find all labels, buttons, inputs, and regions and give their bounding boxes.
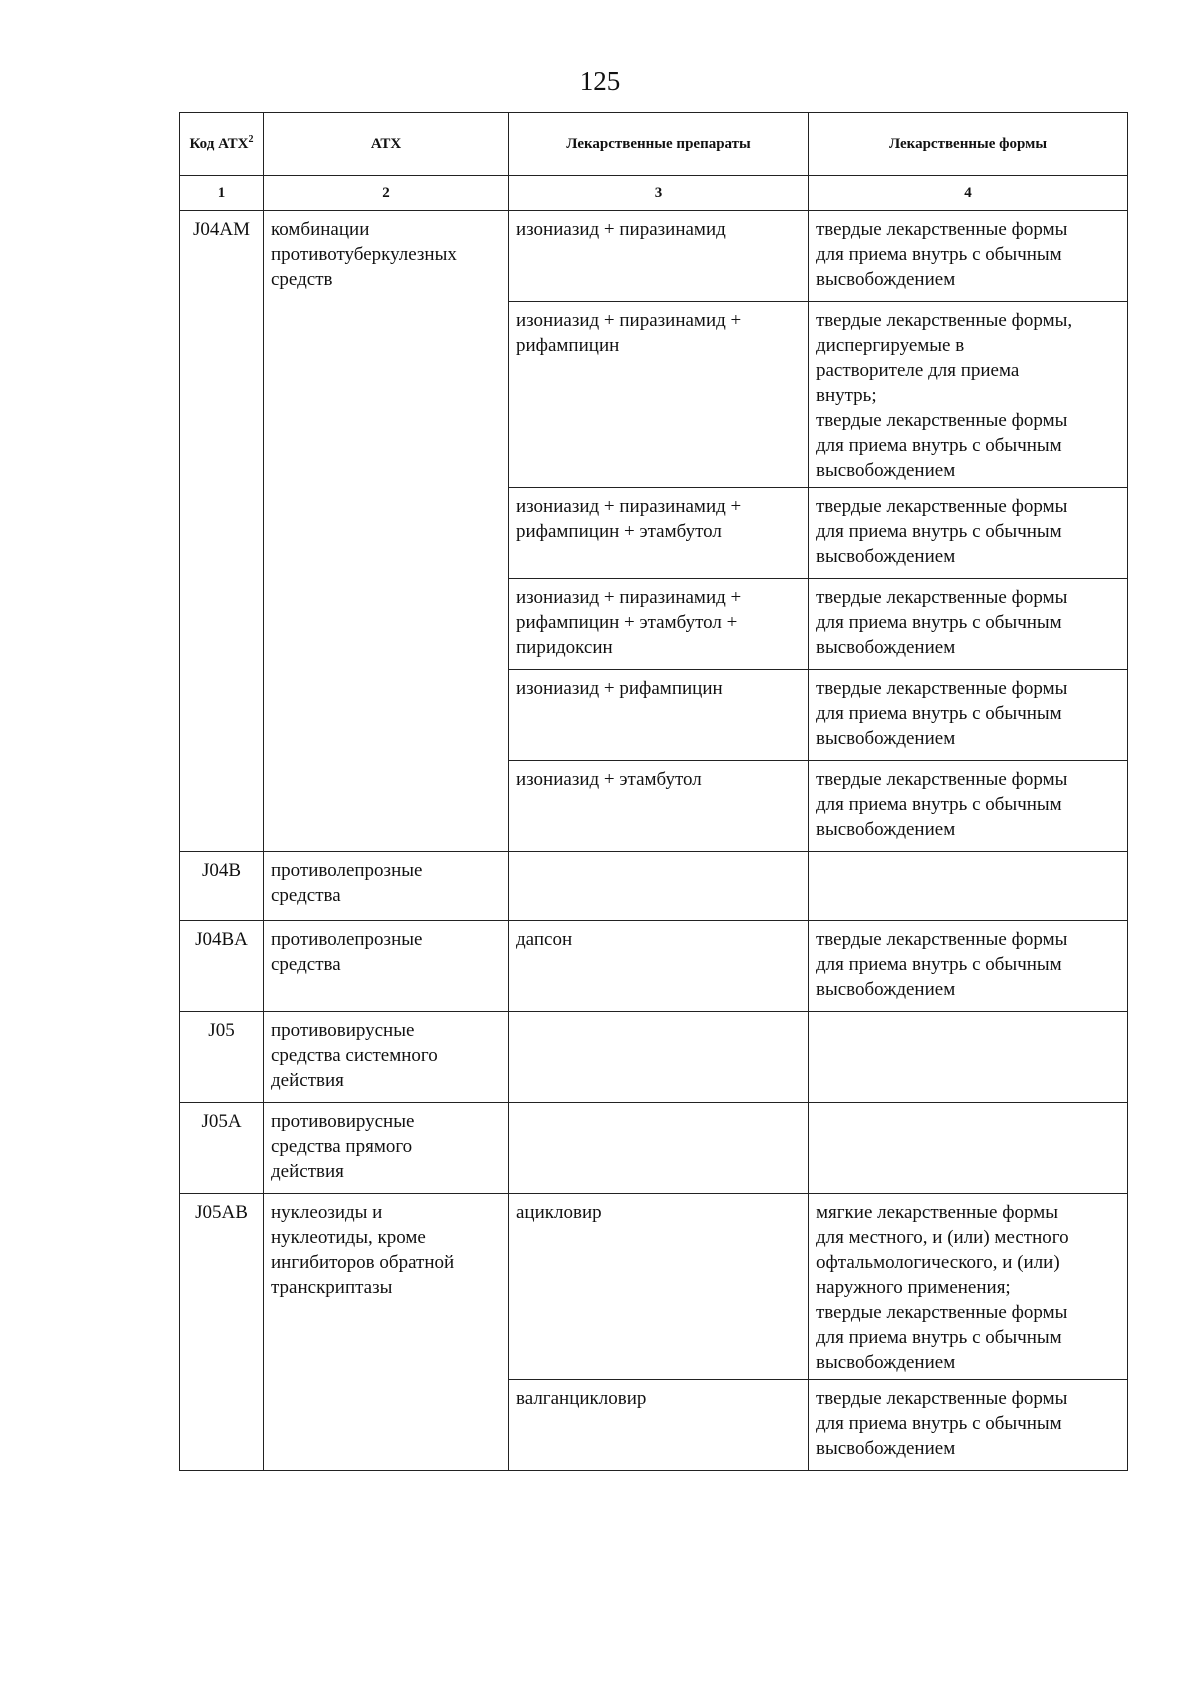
atx-name-cell: нуклеозиды и нуклеотиды, кроме ингибиторов обратной транскриптазы [264,1194,509,1471]
dosage-form-cell: твердые лекарственные формы для приема внутрь с обычным высвобождением [809,921,1128,1012]
atx-name-cell: противолепрозные средства [264,921,509,1012]
dosage-form-cell: твердые лекарственные формы для приема внутрь с обычным высвобождением [809,488,1128,579]
atx-name-cell: противолепрозные средства [264,852,509,921]
atx-code-cell: J05AB [180,1194,264,1471]
header-atx-code [180,113,264,176]
drug-cell [509,1103,809,1194]
atx-code-cell: J05A [180,1103,264,1194]
dosage-form-cell: твердые лекарственные формы для приема внутрь с обычным высвобождением [809,761,1128,852]
drug-cell: изониазид + пиразинамид [509,211,809,302]
table-row [180,852,1128,921]
drug-cell: изониазид + пиразинамид + рифампицин [509,302,809,488]
table-row [180,1103,1128,1194]
column-number: 3 [509,176,809,211]
dosage-form-cell: мягкие лекарственные формы для местного, и (или) местного офтальмологического, и (или) наружного применения; твердые лекарственные формы для приема внутрь с обычным высвобождением [809,1194,1128,1380]
column-number: 2 [264,176,509,211]
drug-cell [509,852,809,921]
dosage-form-cell [809,1012,1128,1103]
table-row [180,211,1128,302]
drug-cell: ацикловир [509,1194,809,1380]
atx-code-cell: J04BA [180,921,264,1012]
dosage-form-cell: твердые лекарственные формы для приема внутрь с обычным высвобождением [809,579,1128,670]
dosage-form-cell: твердые лекарственные формы, диспергируемые в растворителе для приема внутрь; твердые лекарственные формы для приема внутрь с обычным высвобождением [809,302,1128,488]
drug-cell: валганцикловир [509,1380,809,1471]
dosage-form-cell: твердые лекарственные формы для приема внутрь с обычным высвобождением [809,670,1128,761]
table-row [180,1012,1128,1103]
dosage-form-cell [809,852,1128,921]
atx-name-cell: комбинации противотуберкулезных средств [264,211,509,852]
header-forms: Лекарственные формы [809,113,1128,176]
table-row [180,1194,1128,1380]
dosage-form-cell: твердые лекарственные формы для приема внутрь с обычным высвобождением [809,211,1128,302]
drug-cell [509,1012,809,1103]
header-footnote-mark: 2 [248,133,254,145]
atx-code-cell: J04B [180,852,264,921]
header-drugs: Лекарственные препараты [509,113,809,176]
table-row [180,921,1128,1012]
dosage-form-cell: твердые лекарственные формы для приема внутрь с обычным высвобождением [809,1380,1128,1471]
atx-code-cell: J05 [180,1012,264,1103]
column-number-row [180,176,1128,211]
atx-code-cell: J04AM [180,211,264,852]
atx-drug-table [179,112,1128,1471]
drug-cell: дапсон [509,921,809,1012]
drug-cell: изониазид + этамбутол [509,761,809,852]
header-atx-code-text: Код АТХ [189,135,249,152]
table-header-row [180,113,1128,176]
drug-cell: изониазид + пиразинамид + рифампицин + этамбутол [509,488,809,579]
column-number: 1 [180,176,264,211]
drug-cell: изониазид + рифампицин [509,670,809,761]
atx-name-cell: противовирусные средства прямого действия [264,1103,509,1194]
column-number: 4 [809,176,1128,211]
drug-cell: изониазид + пиразинамид + рифампицин + этамбутол + пиридоксин [509,579,809,670]
dosage-form-cell [809,1103,1128,1194]
page-number: 125 [579,66,621,96]
table-body [180,211,1128,1471]
header-atx: АТХ [264,113,509,176]
atx-name-cell: противовирусные средства системного действия [264,1012,509,1103]
